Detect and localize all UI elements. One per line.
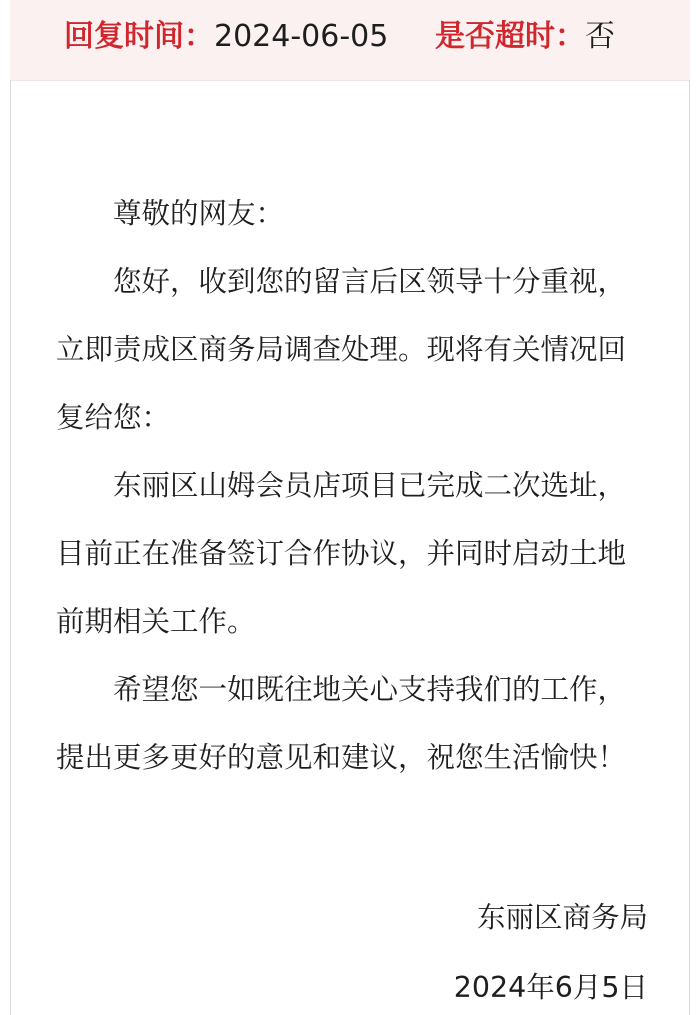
letter-paragraph: 东丽区山姆会员店项目已完成二次选址，目前正在准备签订合作协议，并同时启动土地前期相关工作。 bbox=[56, 469, 627, 638]
letter-paragraph: 希望您一如既往地关心支持我们的工作，提出更多更好的意见和建议，祝您生活愉快！ bbox=[56, 673, 627, 774]
letter-paragraph: 您好，收到您的留言后区领导十分重视，立即责成区商务局调查处理。现将有关情况回复给您： bbox=[56, 265, 627, 434]
reply-time bbox=[64, 16, 388, 58]
reply-time-label: 回复时间： bbox=[64, 19, 214, 54]
reply-letter bbox=[56, 180, 626, 792]
salutation: 尊敬的网友： bbox=[113, 197, 285, 230]
signature-block bbox=[454, 883, 648, 1015]
reply-time-value: 2024-06-05 bbox=[214, 19, 389, 54]
timeout-value: 否 bbox=[585, 19, 615, 54]
signature-organization: 东丽区商务局 bbox=[476, 901, 648, 934]
left-border bbox=[10, 80, 11, 1015]
timeout-label: 是否超时： bbox=[435, 19, 585, 54]
right-border bbox=[689, 80, 690, 1015]
timeout-status bbox=[435, 16, 615, 58]
signature-date: 2024年6月5日 bbox=[453, 971, 648, 1004]
reply-meta-bar bbox=[10, 0, 690, 81]
